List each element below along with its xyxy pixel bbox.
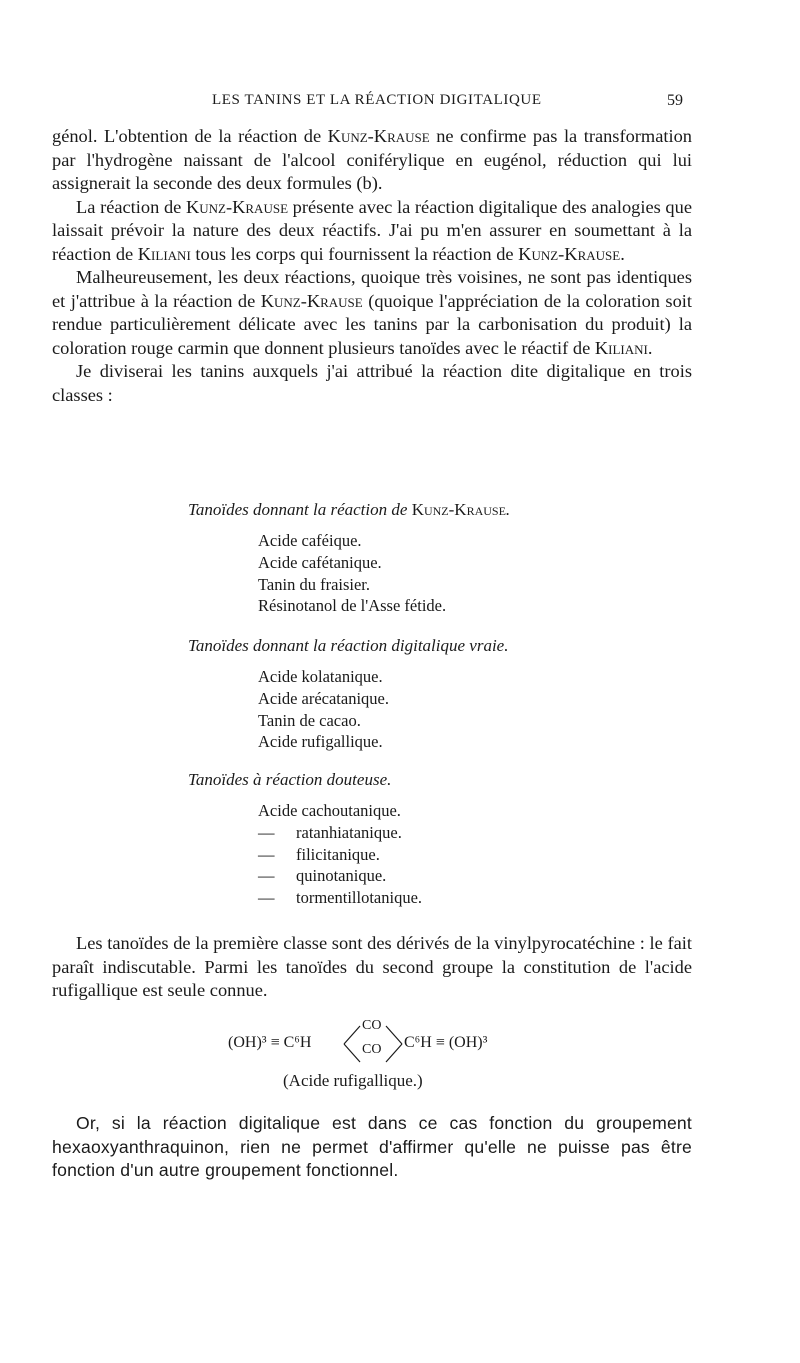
paragraph: [52, 196, 692, 267]
text-run: ne confirme pas la transformation par l'hydrogène naissant de l'alcool coniférylique en eugénol, réduction qui lui assignerait la seconde des deux formules (b).: [52, 126, 692, 193]
page-number: 59: [667, 92, 683, 109]
text-run: (quoique l'appréciation de la coloration soit rendue particulièrement délicate avec les tanins par la carbonisation du produit) la coloration rouge carmin que donnent plusieurs tanoïdes avec le réactif de: [52, 290, 692, 358]
text-run: La réaction de: [76, 196, 186, 217]
list-item: Résinotanol de l'Asse fétide.: [258, 596, 447, 616]
author-name: Kiliani: [594, 337, 648, 358]
author-name: Kunz-Krause: [518, 243, 621, 264]
paragraph-continuation: [52, 125, 692, 196]
class-list-2: [258, 666, 389, 753]
paragraph: Les tanoïdes de la première classe sont des dérivés de la vinylpyrocatéchine : le fait paraît indiscutable. Parmi les tanoïdes du second groupe la constitution de l'acide rufigallique est seule connue.: [52, 933, 692, 1000]
formula-co-top: CO: [362, 1018, 382, 1033]
list-item: Tanin de cacao.: [258, 710, 361, 730]
body-text-bottom: [52, 1112, 692, 1183]
text-run: filicitanique.: [296, 844, 380, 864]
author-name: Kunz-Krause: [327, 126, 430, 146]
formula-caption: (Acide rufigallique.): [283, 1071, 423, 1090]
paragraph: Je diviserai les tanins auxquels j'ai attribué la réaction dite digitalique en trois classes :: [52, 361, 692, 405]
author-name: Kunz-Krause: [411, 500, 506, 519]
ditto-dash: —: [258, 822, 275, 842]
text-run: génol. L'obtention de la réaction de: [52, 126, 328, 146]
text-run: tous les corps qui fournissent la réaction de: [190, 243, 519, 264]
ditto-dash: —: [258, 866, 275, 886]
list-item: [258, 865, 422, 887]
author-name: Kunz-Krause: [260, 290, 363, 311]
list-item: [258, 822, 422, 844]
text-run: Tanoïdes donnant la réaction de: [188, 500, 412, 519]
formula-co-bottom: CO: [362, 1042, 382, 1057]
chemical-formula: [228, 1018, 558, 1066]
list-item: Acide caféique.: [258, 531, 362, 550]
text-run: .: [647, 337, 653, 358]
list-item: Acide arécatanique.: [258, 688, 390, 708]
author-name: Kiliani: [137, 243, 191, 264]
formula-left: (OH)³ ≡ C⁶H: [228, 1034, 312, 1051]
class-title-kunz-krause: [188, 500, 510, 520]
list-item: [258, 844, 422, 866]
list-item: Acide cachoutanique.: [258, 801, 401, 820]
ditto-dash: —: [258, 844, 275, 864]
author-name: Kunz-Krause: [185, 196, 289, 217]
class-list-3: [258, 800, 422, 909]
formula-ring: [340, 1018, 410, 1066]
formula-right: C⁶H ≡ (OH)³: [404, 1034, 488, 1051]
text-run: tormentillotanique.: [296, 888, 423, 908]
list-item: Acide kolatanique.: [258, 667, 383, 686]
list-item: Acide cafétanique.: [258, 552, 382, 572]
class-title-digitalique-vraie: Tanoïdes donnant la réaction digitalique vraie.: [188, 636, 509, 655]
text-run: quinotanique.: [296, 866, 387, 886]
class-title-reaction-douteuse: Tanoïdes à réaction douteuse.: [188, 770, 392, 789]
list-item: Tanin du fraisier.: [258, 574, 371, 594]
list-item: Acide rufigallique.: [258, 732, 383, 752]
body-text-top: [52, 125, 692, 407]
paragraph: [52, 266, 692, 360]
text-run: présente avec la réaction digitalique des analogies que laissait prévoir la nature des deux réactifs. J'ai pu m'en assurer en soumettant à la réaction de: [52, 196, 692, 264]
class-list-1: [258, 530, 446, 617]
text-run: ratanhiatanique.: [296, 822, 402, 842]
body-text-middle: [52, 932, 692, 1003]
text-run: .: [505, 500, 511, 519]
paragraph: Or, si la réaction digitalique est dans ce cas fonction du groupement hexaoxyanthraquinon, rien ne permet d'affirmer qu'elle ne puisse pas être fonction d'un autre groupement fonctionnel.: [52, 1113, 692, 1180]
text-run: Malheureusement, les deux réactions, quoique très voisines, ne sont pas identiques et j'attribue à la réaction de: [52, 267, 692, 311]
list-item: [258, 887, 422, 909]
text-run: .: [620, 243, 625, 264]
ditto-dash: —: [258, 888, 275, 908]
running-head: LES TANINS ET LA RÉACTION DIGITALIQUE: [212, 92, 542, 108]
